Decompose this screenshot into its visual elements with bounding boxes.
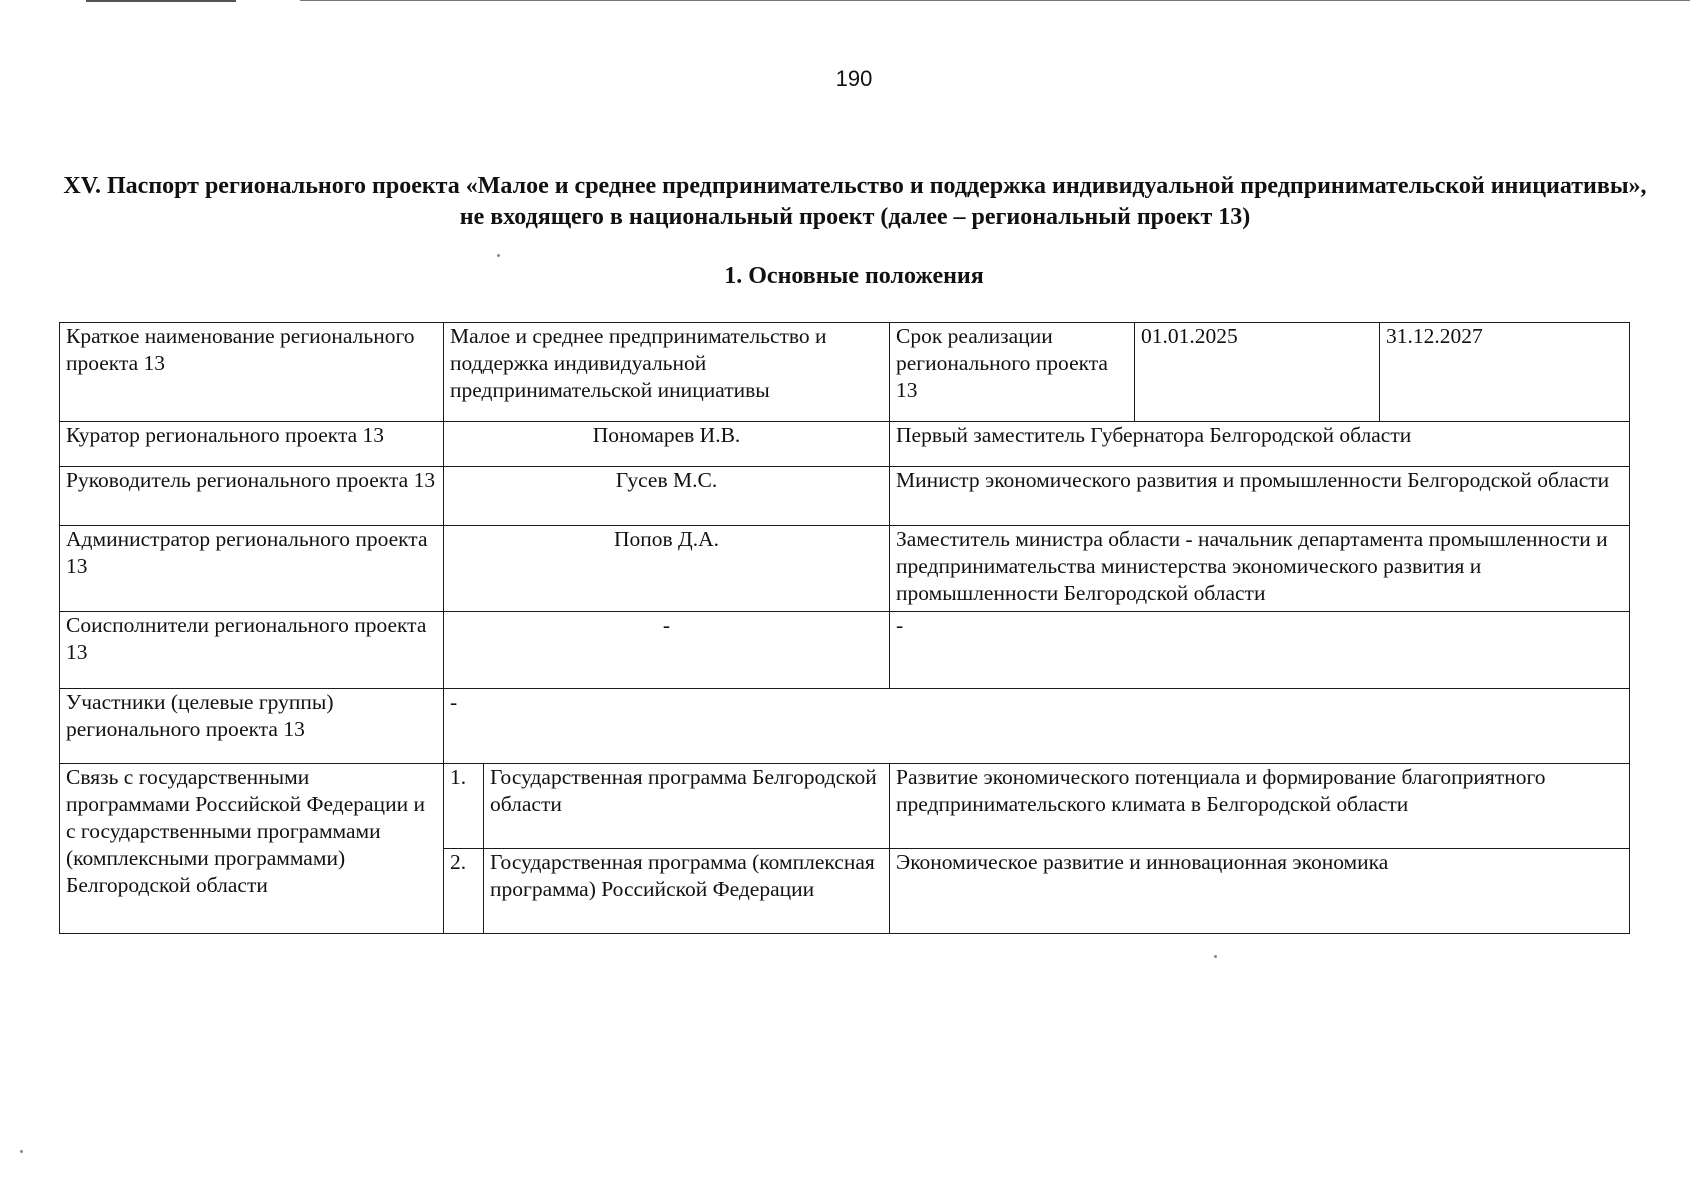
- coexecutors-label: Соисполнители регионального проекта 13: [60, 612, 444, 689]
- term-end-date: 31.12.2027: [1380, 323, 1630, 422]
- scan-speck: [497, 254, 500, 257]
- term-start-date: 01.01.2025: [1135, 323, 1380, 422]
- curator-position: Первый заместитель Губернатора Белгородской области: [890, 422, 1630, 467]
- section-title: 1. Основные положения: [724, 263, 984, 289]
- scan-edge-line: [300, 0, 1690, 1]
- project-passport-table: [59, 322, 1630, 934]
- scan-speck: [1214, 955, 1217, 958]
- short-name-value: Малое и среднее предпринимательство и поддержка индивидуальной предпринимательской инициативы: [444, 323, 890, 422]
- table-row-curator: [60, 422, 1630, 467]
- scan-speck: [20, 1150, 23, 1153]
- head-label: Руководитель регионального проекта 13: [60, 467, 444, 526]
- participants-value: -: [444, 689, 1630, 764]
- table-row-coexecutors: [60, 612, 1630, 689]
- program-type: Государственная программа Белгородской области: [484, 764, 890, 849]
- administrator-position: Заместитель министра области - начальник департамента промышленности и предпринимательства министерства экономического развития и промышленности Белгородской области: [890, 526, 1630, 612]
- administrator-label: Администратор регионального проекта 13: [60, 526, 444, 612]
- short-name-label: Краткое наименование регионального проекта 13: [60, 323, 444, 422]
- coexecutors-name: -: [444, 612, 890, 689]
- head-name: Гусев М.С.: [444, 467, 890, 526]
- curator-name: Пономарев И.В.: [444, 422, 890, 467]
- table-row-short-name: [60, 323, 1630, 422]
- term-label: Срок реализации регионального проекта 13: [890, 323, 1135, 422]
- program-number: 2.: [444, 849, 484, 934]
- participants-label: Участники (целевые группы) регионального проекта 13: [60, 689, 444, 764]
- document-title: XV. Паспорт регионального проекта «Малое и среднее предпринимательство и поддержка индивидуальной предпринимательской инициативы», не входящего в национальный проект (далее – региональный проект 13): [63, 173, 1647, 230]
- program-number: 1.: [444, 764, 484, 849]
- table-row-administrator: [60, 526, 1630, 612]
- head-position: Министр экономического развития и промышленности Белгородской области: [890, 467, 1630, 526]
- table-row-head: [60, 467, 1630, 526]
- programs-label: Связь с государственными программами Российской Федерации и с государственными программами (комплексными программами) Белгородской области: [60, 764, 444, 934]
- program-type: Государственная программа (комплексная программа) Российской Федерации: [484, 849, 890, 934]
- administrator-name: Попов Д.А.: [444, 526, 890, 612]
- table-row-participants: [60, 689, 1630, 764]
- program-name: Развитие экономического потенциала и формирование благоприятного предпринимательского климата в Белгородской области: [890, 764, 1630, 849]
- page-number: 190: [835, 66, 873, 91]
- coexecutors-position: -: [890, 612, 1630, 689]
- curator-label: Куратор регионального проекта 13: [60, 422, 444, 467]
- table-row-program-1: [60, 764, 1630, 849]
- scan-edge-line: [86, 0, 236, 2]
- program-name: Экономическое развитие и инновационная экономика: [890, 849, 1630, 934]
